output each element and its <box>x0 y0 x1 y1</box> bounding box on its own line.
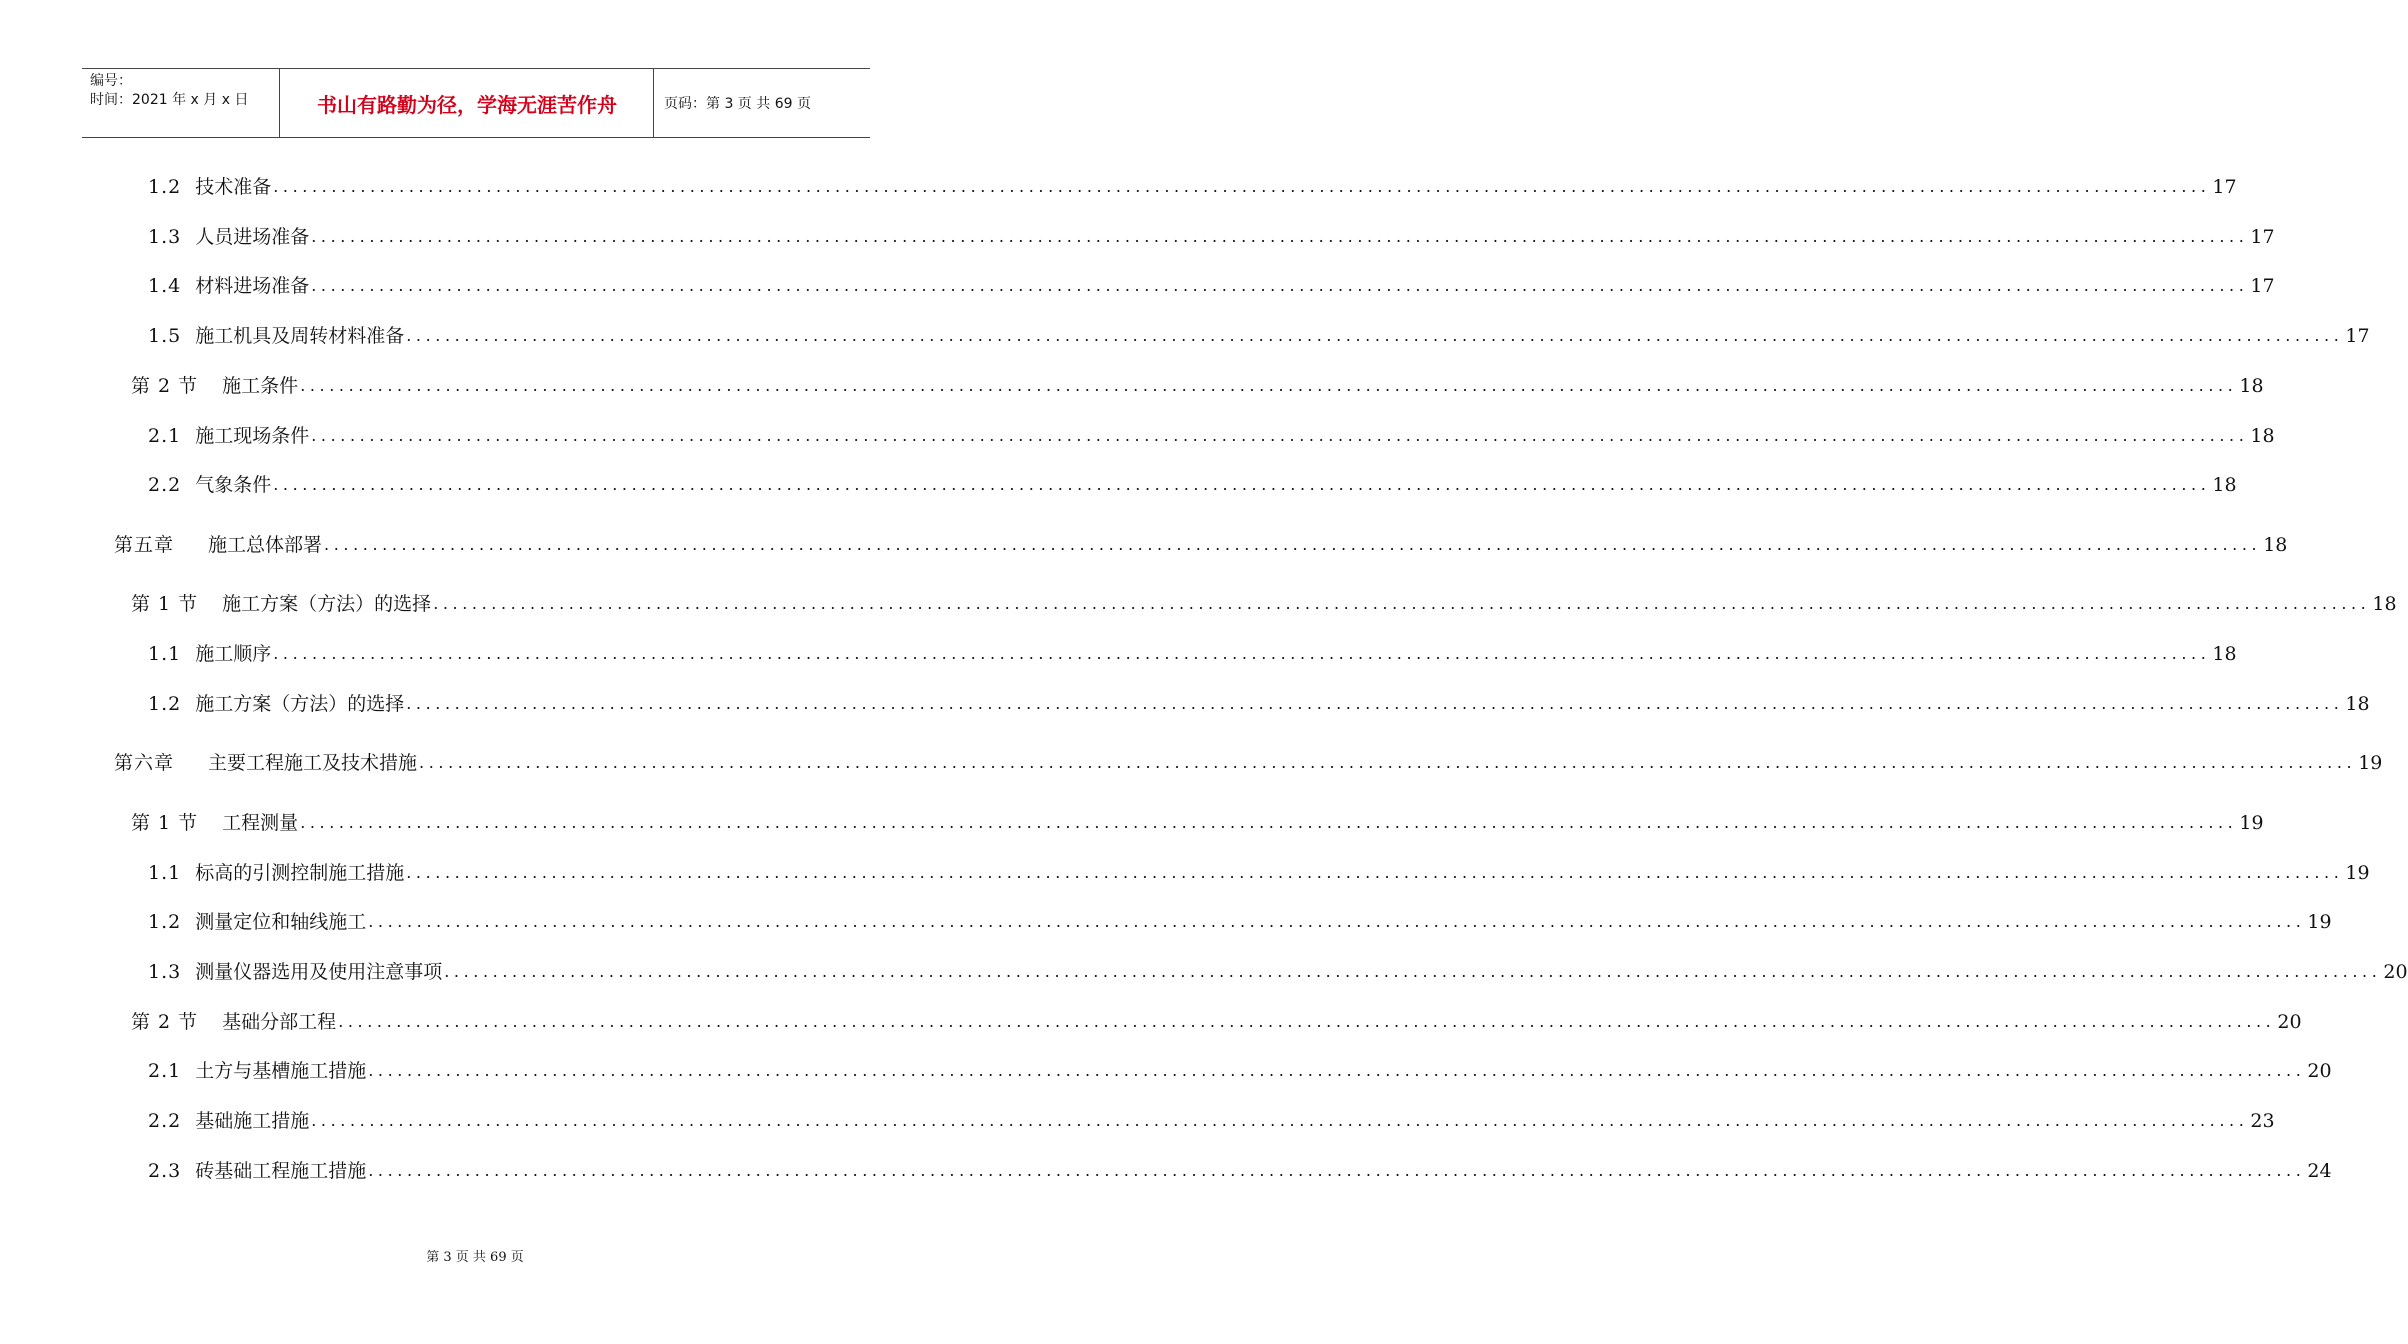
toc-entry-number: 第 1 节 <box>131 593 199 615</box>
toc-entry-label <box>148 690 404 718</box>
toc-entry-number: 2.3 <box>148 1160 182 1182</box>
toc-entry-page: 20 <box>2383 961 2408 983</box>
page-footer: 第 3 页 共 69 页 <box>426 1250 524 1265</box>
toc-entry-title: 砖基础工程施工措施 <box>195 1160 367 1182</box>
toc-entry-number: 1.3 <box>148 226 182 248</box>
toc-leader-dots: ........................................................................................................................................................................................................ <box>406 694 2344 713</box>
toc-entry[interactable] <box>148 422 2275 450</box>
toc-entry-number: 第六章 <box>114 752 175 774</box>
page-header <box>82 68 870 138</box>
toc-entry-label <box>114 749 417 777</box>
toc-leader-dots: ........................................................................................................................................................................................................ <box>406 863 2344 882</box>
toc-entry-page: 19 <box>2358 752 2383 774</box>
toc-entry[interactable] <box>148 223 2275 251</box>
toc-leader-dots: ........................................................................................................................................................................................................ <box>300 376 2238 395</box>
toc-entry-number: 第 1 节 <box>131 812 199 834</box>
toc-entry-label <box>148 1157 366 1185</box>
toc-entry-page: 17 <box>2250 226 2275 248</box>
toc-entry-number: 1.4 <box>148 275 182 297</box>
toc-entry-label <box>148 272 309 300</box>
toc-entry-page: 24 <box>2307 1160 2332 1182</box>
toc-leader-dots: ........................................................................................................................................................................................................ <box>300 813 2238 832</box>
toc-entry-page: 17 <box>2212 176 2237 198</box>
toc-entry-title: 施工总体部署 <box>208 534 323 556</box>
toc-entry-title: 人员进场准备 <box>195 226 310 248</box>
toc-entry[interactable] <box>148 690 2370 718</box>
toc-entry-title: 施工顺序 <box>195 643 272 665</box>
toc-entry-label <box>148 958 442 986</box>
toc-entry-number: 1.3 <box>148 961 182 983</box>
toc-entry-page: 18 <box>2263 534 2288 556</box>
toc-entry-title: 施工机具及周转材料准备 <box>195 325 405 347</box>
toc-leader-dots: ........................................................................................................................................................................................................ <box>368 912 2306 931</box>
toc-entry-title: 测量定位和轴线施工 <box>195 911 367 933</box>
toc-entry-number: 1.2 <box>148 693 182 715</box>
toc-entry-page: 18 <box>2212 474 2237 496</box>
toc-entry-number: 2.2 <box>148 1110 182 1132</box>
toc-entry[interactable] <box>148 1107 2275 1135</box>
toc-entry-number: 1.5 <box>148 325 182 347</box>
toc-entry-number: 1.2 <box>148 176 182 198</box>
toc-entry[interactable] <box>131 590 2397 618</box>
toc-entry-label <box>148 1057 366 1085</box>
toc-entry-label <box>148 322 404 350</box>
toc-entry[interactable] <box>148 958 2408 986</box>
toc-entry-title: 土方与基槽施工措施 <box>195 1060 367 1082</box>
toc-entry-title: 技术准备 <box>195 176 272 198</box>
toc-entry-label <box>131 809 298 837</box>
toc-leader-dots: ........................................................................................................................................................................................................ <box>324 535 2262 554</box>
toc-entry-number: 第 2 节 <box>131 1011 199 1033</box>
toc-leader-dots: ........................................................................................................................................................................................................ <box>433 594 2371 613</box>
toc-entry[interactable] <box>131 809 2264 837</box>
toc-leader-dots: ........................................................................................................................................................................................................ <box>444 962 2382 981</box>
toc-leader-dots: ........................................................................................................................................................................................................ <box>273 475 2211 494</box>
toc-entry[interactable] <box>148 471 2237 499</box>
toc-entry[interactable] <box>148 322 2370 350</box>
toc-entry-title: 施工现场条件 <box>195 425 310 447</box>
header-page-info: 页码：第 3 页 共 69 页 <box>664 96 811 112</box>
toc-leader-dots: ........................................................................................................................................................................................................ <box>419 753 2357 772</box>
toc-entry-page: 19 <box>2345 862 2370 884</box>
toc-entry-title: 施工方案（方法）的选择 <box>222 593 432 615</box>
toc-entry-title: 工程测量 <box>222 812 299 834</box>
toc-leader-dots: ........................................................................................................................................................................................................ <box>338 1012 2276 1031</box>
toc-entry-label <box>131 590 431 618</box>
toc-entry[interactable] <box>148 640 2237 668</box>
toc-entry-page: 19 <box>2239 812 2264 834</box>
toc-entry-title: 测量仪器选用及使用注意事项 <box>195 961 443 983</box>
toc-entry-number: 2.2 <box>148 474 182 496</box>
toc-entry[interactable] <box>148 908 2332 936</box>
toc-entry-title: 施工条件 <box>222 375 299 397</box>
toc-entry[interactable] <box>114 531 2288 559</box>
date-label: 时间：2021 年 x 月 x 日 <box>90 92 249 108</box>
toc-entry-title: 气象条件 <box>195 474 272 496</box>
toc-entry-label <box>131 372 298 400</box>
toc-entry-label <box>148 173 271 201</box>
toc-leader-dots: ........................................................................................................................................................................................................ <box>311 426 2249 445</box>
toc-entry-title: 主要工程施工及技术措施 <box>208 752 418 774</box>
toc-entry-label <box>148 422 309 450</box>
number-label: 编号： <box>90 73 132 89</box>
toc-leader-dots: ........................................................................................................................................................................................................ <box>273 644 2211 663</box>
toc-entry-page: 18 <box>2372 593 2397 615</box>
toc-entry-page: 20 <box>2307 1060 2332 1082</box>
toc-leader-dots: ........................................................................................................................................................................................................ <box>406 326 2344 345</box>
toc-entry[interactable] <box>148 1057 2332 1085</box>
header-motto: 书山有路勤为径，学海无涯苦作舟 <box>281 69 654 137</box>
toc-entry-page: 17 <box>2250 275 2275 297</box>
toc-entry-page: 18 <box>2250 425 2275 447</box>
toc-entry-label <box>148 908 366 936</box>
toc-entry-title: 标高的引测控制施工措施 <box>195 862 405 884</box>
toc-leader-dots: ........................................................................................................................................................................................................ <box>311 227 2249 246</box>
toc-entry[interactable] <box>131 372 2264 400</box>
toc-entry[interactable] <box>131 1008 2302 1036</box>
toc-entry-title: 施工方案（方法）的选择 <box>195 693 405 715</box>
toc-entry-page: 20 <box>2277 1011 2302 1033</box>
toc-entry-label <box>148 1107 309 1135</box>
toc-entry-title: 材料进场准备 <box>195 275 310 297</box>
toc-entry[interactable] <box>148 272 2275 300</box>
toc-entry[interactable] <box>114 749 2383 777</box>
toc-entry-label <box>131 1008 336 1036</box>
toc-entry-number: 2.1 <box>148 425 182 447</box>
toc-entry-title: 基础分部工程 <box>222 1011 337 1033</box>
header-meta <box>82 69 280 137</box>
toc-leader-dots: ........................................................................................................................................................................................................ <box>368 1161 2306 1180</box>
toc-leader-dots: ........................................................................................................................................................................................................ <box>311 276 2249 295</box>
toc-entry-number: 第五章 <box>114 534 175 556</box>
toc-entry-page: 17 <box>2345 325 2370 347</box>
toc-leader-dots: ........................................................................................................................................................................................................ <box>273 177 2211 196</box>
toc-entry-page: 23 <box>2250 1110 2275 1132</box>
toc-entry-label <box>114 531 322 559</box>
toc-entry-number: 第 2 节 <box>131 375 199 397</box>
toc-entry-title: 基础施工措施 <box>195 1110 310 1132</box>
toc-entry-page: 18 <box>2239 375 2264 397</box>
toc-entry-number: 1.1 <box>148 643 182 665</box>
toc-entry-label <box>148 223 309 251</box>
toc-leader-dots: ........................................................................................................................................................................................................ <box>311 1111 2249 1130</box>
toc-entry-number: 1.1 <box>148 862 182 884</box>
toc-entry-number: 2.1 <box>148 1060 182 1082</box>
toc-entry[interactable] <box>148 173 2237 201</box>
toc-entry-page: 18 <box>2345 693 2370 715</box>
toc-entry-page: 18 <box>2212 643 2237 665</box>
toc-leader-dots: ........................................................................................................................................................................................................ <box>368 1061 2306 1080</box>
toc-entry[interactable] <box>148 859 2370 887</box>
toc-entry-label <box>148 640 271 668</box>
toc-entry[interactable] <box>148 1157 2332 1185</box>
toc-entry-number: 1.2 <box>148 911 182 933</box>
toc-entry-label <box>148 859 404 887</box>
toc-entry-label <box>148 471 271 499</box>
toc-entry-page: 19 <box>2307 911 2332 933</box>
